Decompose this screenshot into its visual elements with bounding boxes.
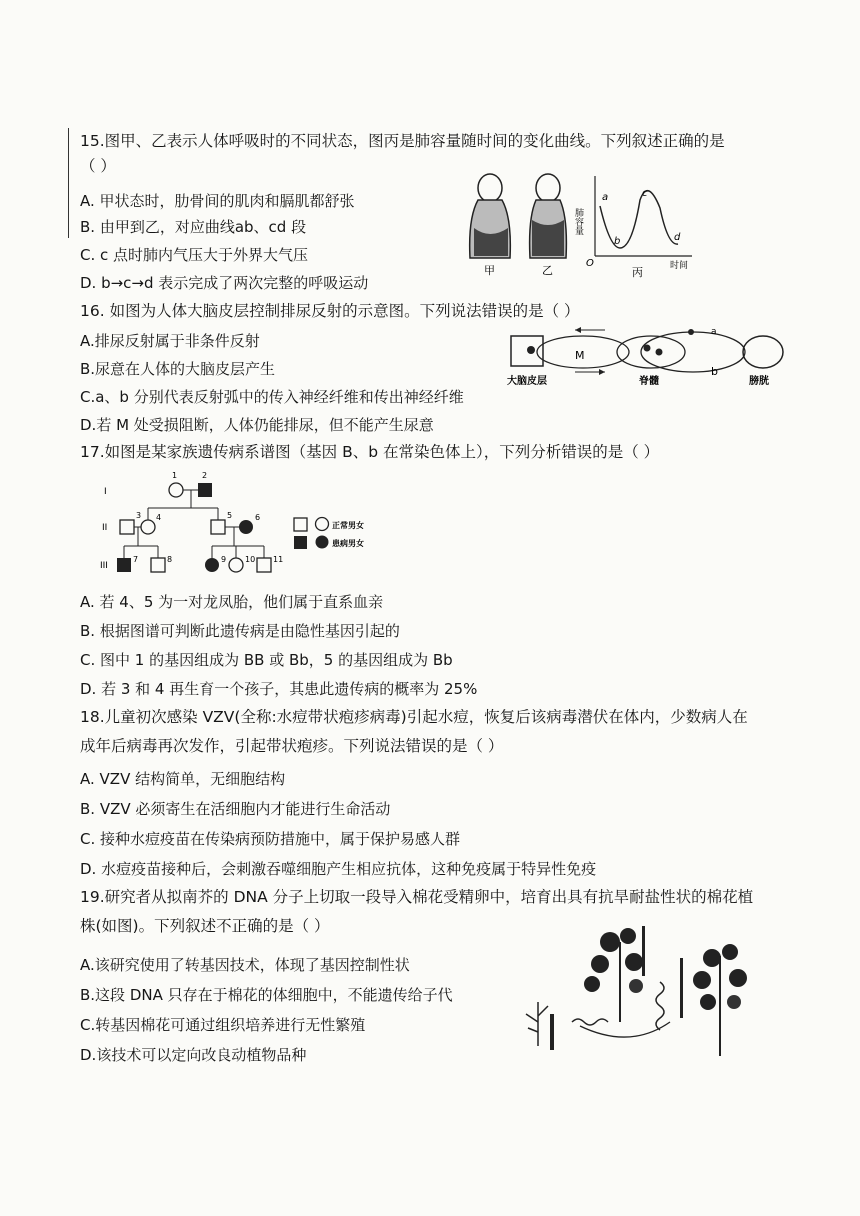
bladder-shape (743, 336, 783, 368)
q15-stem-line1: 15.图甲、乙表示人体呼吸时的不同状态，图丙是肺容量随时间的变化曲线。下列叙述正确的是 (80, 132, 725, 150)
dna-strand-icon (572, 1019, 608, 1025)
label-a: a (711, 327, 717, 337)
label-jia: 甲 (484, 264, 495, 277)
label-m: M (575, 349, 585, 362)
arabidopsis-plant-icon (526, 1002, 554, 1050)
q15-option-d: D. b→c→d 表示完成了两次完整的呼吸运动 (80, 274, 369, 292)
q15-option-a: A. 甲状态时，肋骨间的肌肉和膈肌都舒张 (80, 192, 355, 210)
cotton-plant-center-icon (584, 926, 645, 1022)
q16-figure (505, 322, 790, 392)
q16-option-c: C.a、b 分别代表反射弧中的传入神经纤维和传出神经纤维 (80, 388, 464, 406)
id-2: 2 (202, 471, 208, 480)
q19-option-b: B.这段 DNA 只存在于棉花的体细胞中，不能遗传给子代 (80, 986, 453, 1004)
label-bladder: 膀胱 (749, 376, 769, 387)
q15-option-b: B. 由甲到乙，对应曲线ab、cd 段 (80, 218, 307, 236)
torso-yi-illustration (530, 174, 567, 258)
gen-ii: II (102, 523, 108, 533)
point-a: a (602, 192, 609, 203)
brain-box (511, 336, 543, 366)
id-3: 3 (136, 511, 142, 520)
q19-stem-line1: 19.研究者从拟南芥的 DNA 分子上切取一段导入棉花受精卵中，培育出具有抗旱耐盐性状的棉花植 (80, 888, 754, 906)
lung-volume-curve (600, 191, 678, 248)
q19-option-a: A.该研究使用了转基因技术，体现了基因控制性状 (80, 956, 410, 974)
id-5: 5 (227, 511, 233, 520)
torso-jia-illustration (470, 174, 511, 258)
gen-iii: III (100, 561, 108, 571)
point-b: b (614, 236, 621, 247)
q15-stem-line2: （ ） (80, 156, 116, 175)
q17-option-c: C. 图中 1 的基因组成为 BB 或 Bb，5 的基因组成为 Bb (80, 651, 453, 669)
q18-stem-line1: 18.儿童初次感染 VZV(全称:水痘带状疱疹病毒)引起水痘，恢复后该病毒潜伏在体内，少数病人在 (80, 708, 748, 726)
id-10: 10 (245, 555, 256, 564)
legend-affected: 患病男女 (332, 539, 364, 548)
label-bing: 丙 (632, 266, 643, 279)
q17-stem: 17.如图是某家族遗传病系谱图（基因 B、b 在常染色体上），下列分析错误的是（ ） (80, 443, 660, 461)
q17-option-b: B. 根据图谱可判断此遗传病是由隐性基因引起的 (80, 622, 400, 640)
q17-pedigree (96, 470, 396, 575)
id-7: 7 (133, 555, 139, 564)
q17-option-a: A. 若 4、5 为一对龙凤胎，他们属于直系血亲 (80, 593, 384, 611)
q18-stem (80, 708, 748, 755)
legend-normal: 正常男女 (332, 521, 364, 530)
x-axis-label: 时间 (670, 261, 689, 271)
q19-figure (520, 922, 790, 1062)
id-11: 11 (273, 555, 284, 564)
label-b: b (711, 365, 718, 378)
id-1: 1 (172, 471, 178, 480)
id-8: 8 (167, 555, 173, 564)
q17-option-d: D. 若 3 和 4 再生育一个孩子，其患此遗传病的概率为 25% (80, 680, 478, 698)
id-6: 6 (255, 513, 261, 522)
gene-coil-icon (656, 982, 664, 1030)
id-4: 4 (156, 513, 162, 522)
cotton-plant-right-icon (680, 944, 747, 1056)
q19-stem-line2: 株(如图)。下列叙述不正确的是（ ） (80, 916, 330, 935)
q16-option-b: B.尿意在人体的大脑皮层产生 (80, 360, 276, 378)
label-spine: 脊髓 (639, 376, 659, 387)
q16-stem: 16. 如图为人体大脑皮层控制排尿反射的示意图。下列说法错误的是（ ） (80, 302, 580, 320)
q18-option-c: C. 接种水痘疫苗在传染病预防措施中，属于保护易感人群 (80, 830, 461, 848)
gen-i: I (104, 487, 107, 497)
label-yi: 乙 (542, 264, 553, 277)
q15-figure (460, 168, 700, 288)
id-9: 9 (221, 555, 227, 564)
margin-line (68, 128, 69, 238)
q18-option-a: A. VZV 结构简单，无细胞结构 (80, 770, 286, 788)
q19-option-c: C.转基因棉花可通过组织培养进行无性繁殖 (80, 1016, 366, 1034)
q18-option-d: D. 水痘疫苗接种后，会刺激吞噬细胞产生相应抗体，这种免疫属于特异性免疫 (80, 860, 597, 878)
q19-option-d: D.该技术可以定向改良动植物品种 (80, 1046, 307, 1064)
point-d: d (674, 232, 681, 243)
q18-option-b: B. VZV 必须寄生在活细胞内才能进行生命活动 (80, 800, 391, 818)
q16-option-a: A.排尿反射属于非条件反射 (80, 332, 260, 350)
q18-stem-line2: 成年后病毒再次发作，引起带状疱疹。下列说法错误的是（ ） (80, 736, 504, 755)
q15-option-c: C. c 点时肺内气压大于外界大气压 (80, 246, 309, 264)
q16-option-d: D.若 M 处受损阻断，人体仍能排尿，但不能产生尿意 (80, 416, 434, 434)
point-c: c (642, 188, 648, 199)
y-axis-label: 肺容量 (573, 208, 583, 235)
origin-label: O (586, 258, 594, 269)
label-brain: 大脑皮层 (507, 376, 547, 387)
